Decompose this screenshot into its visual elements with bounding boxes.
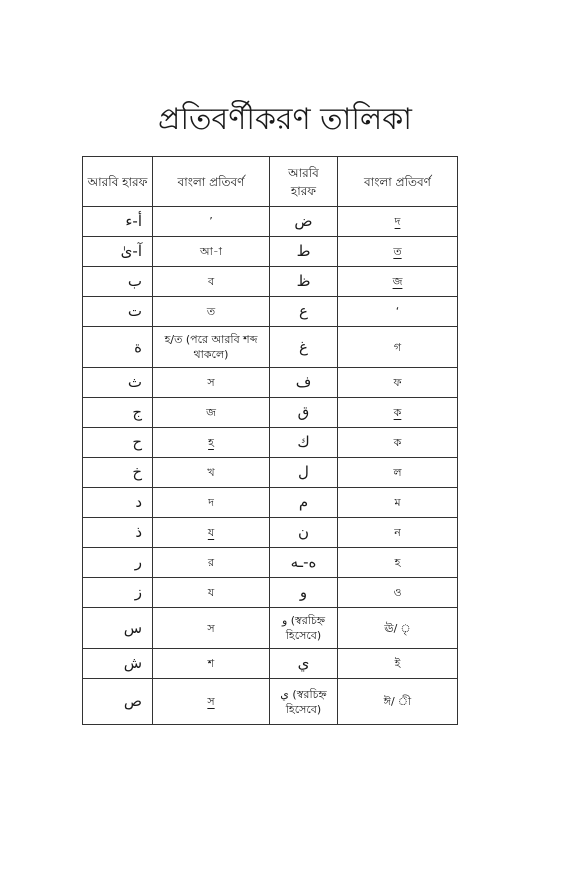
table-row <box>83 428 458 458</box>
bangla-transliteration-cell: ন <box>338 518 458 548</box>
bangla-transliteration-cell: ল <box>338 458 458 488</box>
arabic-letter-cell: ط <box>270 237 338 267</box>
arabic-letter-cell: ي <box>270 649 338 679</box>
bangla-transliteration-cell: ফ <box>338 368 458 398</box>
transliteration-table <box>82 156 458 725</box>
bangla-transliteration-cell: হ <box>153 428 270 458</box>
bangla-transliteration-cell: গ <box>338 327 458 368</box>
arabic-letter-cell: ب <box>83 267 153 297</box>
arabic-letter-cell: أ-ء <box>83 207 153 237</box>
table-header-row <box>83 157 458 207</box>
bangla-transliteration-cell: খ <box>153 458 270 488</box>
bangla-transliteration-cell: ত <box>338 237 458 267</box>
bangla-transliteration-cell: হ <box>338 548 458 578</box>
bangla-transliteration-cell: য <box>153 518 270 548</box>
arabic-letter-cell: ك <box>270 428 338 458</box>
arabic-letter-cell: ش <box>83 649 153 679</box>
bangla-transliteration-cell: জ <box>338 267 458 297</box>
bangla-transliteration-cell: শ <box>153 649 270 679</box>
table-row <box>83 578 458 608</box>
table-row <box>83 518 458 548</box>
bangla-transliteration-cell: হ/ত (পরে আরবি শব্দ থাকলে) <box>153 327 270 368</box>
bangla-transliteration-cell: ত <box>153 297 270 327</box>
header-bangla-transliteration: বাংলা প্রতিবর্ণ <box>153 157 270 207</box>
table-row <box>83 548 458 578</box>
arabic-letter-cell: ح <box>83 428 153 458</box>
table-row <box>83 458 458 488</box>
header-arabic-letter: আরবি হারফ <box>83 157 153 207</box>
arabic-letter-cell: ظ <box>270 267 338 297</box>
header-bangla-transliteration: বাংলা প্রতিবর্ণ <box>338 157 458 207</box>
header-arabic-letter: আরবি হারফ <box>270 157 338 207</box>
arabic-letter-cell: ع <box>270 297 338 327</box>
bangla-transliteration-cell: দ <box>153 488 270 518</box>
arabic-letter-cell: ة <box>83 327 153 368</box>
arabic-letter-cell: س <box>83 608 153 649</box>
arabic-letter-cell: ج <box>83 398 153 428</box>
table-row <box>83 488 458 518</box>
arabic-letter-cell: ذ <box>83 518 153 548</box>
bangla-transliteration-cell: ঊ/ ৃ <box>338 608 458 649</box>
table-row <box>83 398 458 428</box>
table-row <box>83 649 458 679</box>
bangla-transliteration-cell: আ-া <box>153 237 270 267</box>
arabic-letter-cell: ي (স্বরচিহ্ন হিসেবে) <box>270 679 338 725</box>
table-row <box>83 368 458 398</box>
arabic-letter-cell: ث <box>83 368 153 398</box>
bangla-transliteration-cell: ম <box>338 488 458 518</box>
table-row <box>83 327 458 368</box>
bangla-transliteration-cell: ও <box>338 578 458 608</box>
arabic-letter-cell: ن <box>270 518 338 548</box>
arabic-letter-cell: د <box>83 488 153 518</box>
bangla-transliteration-cell: ই <box>338 649 458 679</box>
bangla-transliteration-cell: স <box>153 679 270 725</box>
arabic-letter-cell: ص <box>83 679 153 725</box>
bangla-transliteration-cell: ক <box>338 398 458 428</box>
page-title: প্রতিবর্ণীকরণ তালিকা <box>158 102 412 137</box>
arabic-letter-cell: ق <box>270 398 338 428</box>
arabic-letter-cell: م <box>270 488 338 518</box>
bangla-transliteration-cell: ‘ <box>338 297 458 327</box>
arabic-letter-cell: ل <box>270 458 338 488</box>
bangla-transliteration-cell: স <box>153 368 270 398</box>
bangla-transliteration-cell: র <box>153 548 270 578</box>
table-row <box>83 267 458 297</box>
bangla-transliteration-cell: জ <box>153 398 270 428</box>
table-row <box>83 679 458 725</box>
arabic-letter-cell: و <box>270 578 338 608</box>
bangla-transliteration-cell: য <box>153 578 270 608</box>
arabic-letter-cell: و (স্বরচিহ্ন হিসেবে) <box>270 608 338 649</box>
bangla-transliteration-cell: ক <box>338 428 458 458</box>
bangla-transliteration-cell: ব <box>153 267 270 297</box>
table-row <box>83 237 458 267</box>
table-row <box>83 297 458 327</box>
arabic-letter-cell: ف <box>270 368 338 398</box>
arabic-letter-cell: ر <box>83 548 153 578</box>
arabic-letter-cell: ت <box>83 297 153 327</box>
bangla-transliteration-cell: দ <box>338 207 458 237</box>
arabic-letter-cell: ض <box>270 207 338 237</box>
arabic-letter-cell: خ <box>83 458 153 488</box>
table-row <box>83 207 458 237</box>
arabic-letter-cell: ز <box>83 578 153 608</box>
table-row <box>83 608 458 649</box>
bangla-transliteration-cell: ঈ/ ী <box>338 679 458 725</box>
bangla-transliteration-cell: স <box>153 608 270 649</box>
arabic-letter-cell: ه-ـه <box>270 548 338 578</box>
arabic-letter-cell: آ-ىٰ <box>83 237 153 267</box>
arabic-letter-cell: غ <box>270 327 338 368</box>
bangla-transliteration-cell: ’ <box>153 207 270 237</box>
